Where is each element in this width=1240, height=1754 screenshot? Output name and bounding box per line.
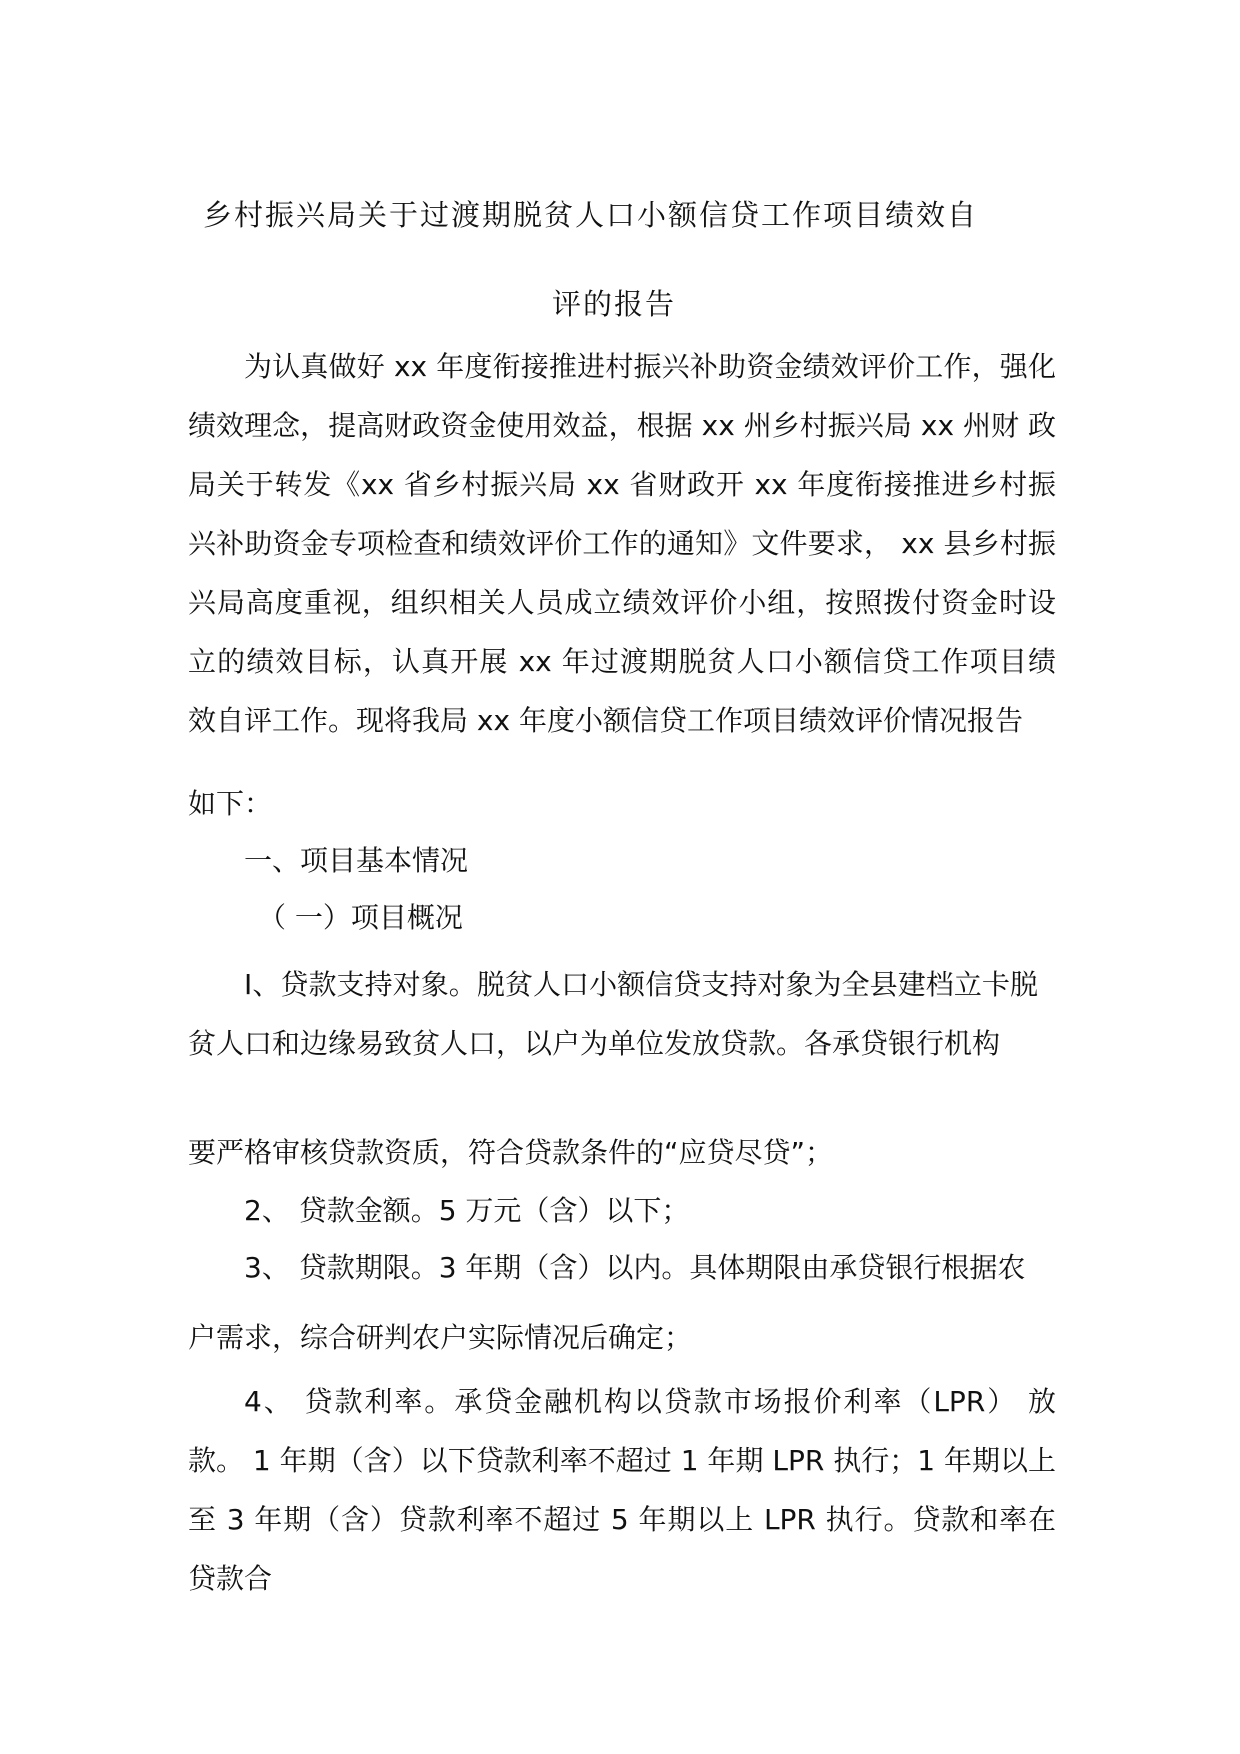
item-1-paragraph: I、贷款支持对象。脱贫人口小额信贷支持对象为全县建档立卡脱贫人口和边缘易致贫人口，以户为单位发放贷款。各承贷银行机构: [188, 968, 1038, 1060]
section-heading-1: 一、项目基本情况: [244, 844, 469, 877]
intro-tail: 如下：: [188, 787, 273, 820]
item-4-paragraph: 4、 贷款利率。承贷金融机构以贷款市场报价利率（LPR） 放款。 1 年期（含）以下贷款利率不超过 1 年期 LPR 执行；1 年期以上至 3 年期（含）贷款利率不超过 5 年期以上 LPR 执行。贷款和率在贷款合: [188, 1385, 1056, 1595]
item-2: 2、 贷款金额。5 万元（含）以下；: [244, 1194, 690, 1227]
document-title-line1: 乡村振兴局关于过渡期脱贫人口小额信贷工作项目绩效自: [203, 198, 979, 232]
item-3-continuation: 户需求，综合研判农户实际情况后确定；: [188, 1321, 693, 1354]
intro-paragraph: 为认真做好 xx 年度衔接推进村振兴补助资金绩效评价工作，强化绩效理念，提高财政资金使用效益，根据 xx 州乡村振兴局 xx 州财 政局关于转发《xx 省乡村振兴局 xx 省财政开 xx 年度衔接推进乡村振 兴补助资金专项检查和绩效评价工作的通知》文件要求， xx 县乡村振 兴局高度重视，组织相关人员成立绩效评价小组，按照拨付资金时设 立的绩效目标，认真开展 xx 年过渡期脱贫人口小额信贷工作项目绩 效自评工作。现将我局 xx 年度小额信贷工作项目绩效评价情况报告: [188, 350, 1056, 737]
subsection-heading-1: （ 一）项目概况: [258, 901, 463, 934]
document-title-line2: 评的报告: [552, 287, 677, 321]
item-1-continuation: 要严格审核贷款资质，符合贷款条件的“应贷尽贷”；: [188, 1136, 834, 1169]
item-3: 3、 贷款期限。3 年期（含）以内。具体期限由承贷银行根据农: [244, 1251, 1026, 1284]
